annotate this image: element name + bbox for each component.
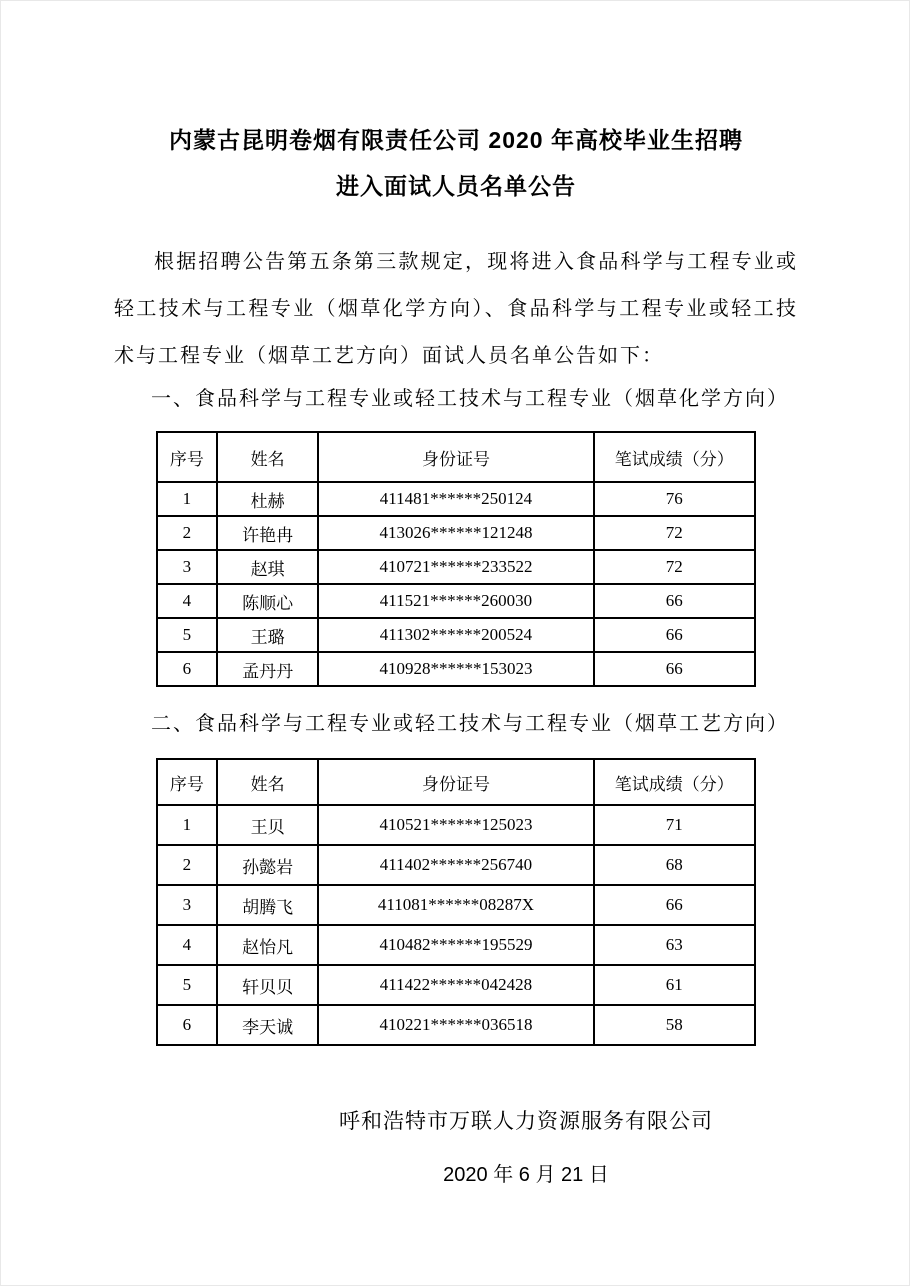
table-row [157, 516, 755, 550]
column-header: 姓名 [217, 759, 319, 805]
id-number-cell: 411521******260030 [318, 584, 593, 618]
table-row [157, 805, 755, 845]
serial-cell: 2 [157, 845, 217, 885]
issuing-organization: 呼和浩特市万联人力资源服务有限公司 [339, 1109, 713, 1133]
id-number-cell: 410521******125023 [318, 805, 593, 845]
serial-cell: 1 [157, 482, 217, 516]
column-header: 姓名 [217, 432, 319, 482]
serial-cell: 5 [157, 965, 217, 1005]
id-number-cell: 410928******153023 [318, 652, 593, 686]
score-cell: 71 [594, 805, 755, 845]
table-row [157, 925, 755, 965]
table-header-row [157, 432, 755, 482]
name-cell: 孙懿岩 [217, 845, 319, 885]
table-row [157, 550, 755, 584]
table-row [157, 584, 755, 618]
column-header: 身份证号 [318, 759, 593, 805]
name-cell: 孟丹丹 [217, 652, 319, 686]
id-number-cell: 410721******233522 [318, 550, 593, 584]
name-cell: 胡腾飞 [217, 885, 319, 925]
name-cell: 赵怡凡 [217, 925, 319, 965]
score-cell: 63 [594, 925, 755, 965]
name-cell: 王贝 [217, 805, 319, 845]
name-cell: 陈顺心 [217, 584, 319, 618]
intro-paragraph: 根据招聘公告第五条第三款规定，现将进入食品科学与工程专业或轻工技术与工程专业（烟草化学方向）、食品科学与工程专业或轻工技术与工程专业（烟草工艺方向）面试人员名单公告如下： [114, 251, 798, 367]
score-cell: 61 [594, 965, 755, 1005]
score-cell: 66 [594, 584, 755, 618]
id-number-cell: 411302******200524 [318, 618, 593, 652]
score-cell: 58 [594, 1005, 755, 1045]
serial-cell: 2 [157, 516, 217, 550]
serial-cell: 3 [157, 550, 217, 584]
column-header: 序号 [157, 432, 217, 482]
table-row [157, 965, 755, 1005]
score-cell: 66 [594, 885, 755, 925]
document-title-line1: 内蒙古昆明卷烟有限责任公司 2020 年高校毕业生招聘 [169, 127, 743, 153]
id-number-cell: 410221******036518 [318, 1005, 593, 1045]
section-1-heading: 一、食品科学与工程专业或轻工技术与工程专业（烟草化学方向） [151, 388, 789, 410]
document-date: 2020 年 6 月 21 日 [443, 1164, 609, 1186]
score-cell: 66 [594, 652, 755, 686]
serial-cell: 3 [157, 885, 217, 925]
column-header: 身份证号 [318, 432, 593, 482]
score-cell: 72 [594, 550, 755, 584]
score-cell: 76 [594, 482, 755, 516]
table-header-row [157, 759, 755, 805]
serial-cell: 1 [157, 805, 217, 845]
serial-cell: 5 [157, 618, 217, 652]
column-header: 笔试成绩（分） [594, 759, 755, 805]
id-number-cell: 410482******195529 [318, 925, 593, 965]
name-cell: 杜赫 [217, 482, 319, 516]
name-cell: 轩贝贝 [217, 965, 319, 1005]
serial-cell: 4 [157, 925, 217, 965]
score-cell: 72 [594, 516, 755, 550]
id-number-cell: 411081******08287X [318, 885, 593, 925]
name-cell: 许艳冉 [217, 516, 319, 550]
name-cell: 赵琪 [217, 550, 319, 584]
announcement-document [1, 1, 910, 1287]
column-header: 笔试成绩（分） [594, 432, 755, 482]
section-1-candidates-table [156, 431, 756, 687]
score-cell: 68 [594, 845, 755, 885]
table-row [157, 1005, 755, 1045]
serial-cell: 6 [157, 652, 217, 686]
score-cell: 66 [594, 618, 755, 652]
id-number-cell: 411422******042428 [318, 965, 593, 1005]
section-2-heading: 二、食品科学与工程专业或轻工技术与工程专业（烟草工艺方向） [151, 713, 789, 735]
document-title-line2: 进入面试人员名单公告 [336, 173, 576, 199]
table-row [157, 885, 755, 925]
column-header: 序号 [157, 759, 217, 805]
serial-cell: 4 [157, 584, 217, 618]
table-row [157, 482, 755, 516]
table-row [157, 618, 755, 652]
table-row [157, 845, 755, 885]
table-row [157, 652, 755, 686]
serial-cell: 6 [157, 1005, 217, 1045]
name-cell: 李天诚 [217, 1005, 319, 1045]
id-number-cell: 411481******250124 [318, 482, 593, 516]
id-number-cell: 411402******256740 [318, 845, 593, 885]
section-2-candidates-table [156, 758, 756, 1046]
id-number-cell: 413026******121248 [318, 516, 593, 550]
document-body [114, 239, 798, 1046]
name-cell: 王璐 [217, 618, 319, 652]
